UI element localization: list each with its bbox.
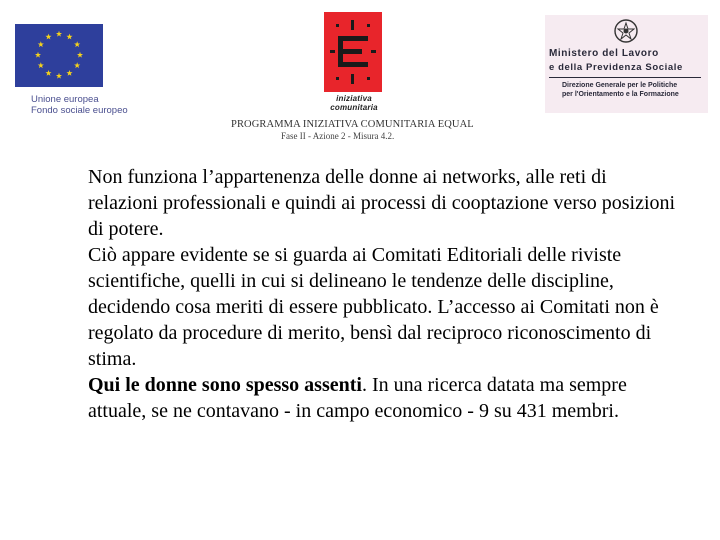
eu-star (56, 31, 62, 37)
eu-star (35, 52, 41, 58)
eu-star (74, 41, 80, 47)
eu-star (74, 62, 80, 68)
eu-stars-icon (15, 24, 103, 87)
eu-star (66, 70, 72, 76)
eu-caption-line1: Unione europea (31, 94, 99, 105)
eu-star (38, 41, 44, 47)
eu-star (56, 73, 62, 79)
ministero-divider (549, 77, 701, 78)
equal-caption (326, 94, 382, 112)
program-title: PROGRAMMA INIZIATIVA COMUNITARIA EQUAL (231, 119, 474, 130)
republic-emblem-icon (613, 18, 639, 44)
eu-star (77, 52, 83, 58)
paragraph-assenti-rest: . In una ricerca datata ma sempre attuale, se ne contavano - in campo economico - 9 su 431 membri. (88, 374, 627, 422)
eu-caption (31, 94, 128, 116)
ministero-title-line2: e della Previdenza Sociale (549, 62, 683, 73)
ministero-sub-line1: Direzione Generale per le Politiche (562, 82, 678, 89)
eu-star (45, 34, 51, 40)
eu-caption-line2: Fondo sociale europeo (31, 105, 128, 116)
ministero-sub-line2: per l'Orientamento e la Formazione (562, 91, 679, 98)
eu-flag (15, 24, 103, 87)
body-text (88, 164, 678, 424)
paragraph-comitati: Ciò appare evidente se si guarda ai Comitati Editoriali delle riviste scientifiche, quelli in cui si delineano le tendenze delle discipline, decidendo cosa meriti di essere pubblicato. L’accesso ai Comitati non è regolato da procedure di merito, bensì dal reciproco riconoscimento di stima. (88, 244, 659, 370)
equal-caption-line1: iniziativa (336, 94, 372, 103)
ministero-logo (545, 15, 708, 113)
equal-logo (324, 12, 384, 116)
program-subtitle: Fase II - Azione 2 - Misura 4.2. (281, 131, 395, 141)
paragraph-assenti (88, 372, 678, 424)
equal-e-mark (324, 12, 382, 92)
ministero-title-line1: Ministero del Lavoro (549, 48, 659, 59)
eu-star (38, 62, 44, 68)
eu-star (66, 34, 72, 40)
paragraph-networks: Non funziona l’appartenenza delle donne ai networks, alle reti di relazioni professionali e quindi ai processi di cooptazione verso posizioni di potere. (88, 166, 676, 240)
paragraph-assenti-bold: Qui le donne sono spesso assenti (88, 374, 362, 396)
eu-star (45, 70, 51, 76)
eu-logo (15, 24, 128, 118)
equal-caption-line2: comunitaria (330, 103, 378, 112)
equal-e-icon (324, 12, 382, 92)
